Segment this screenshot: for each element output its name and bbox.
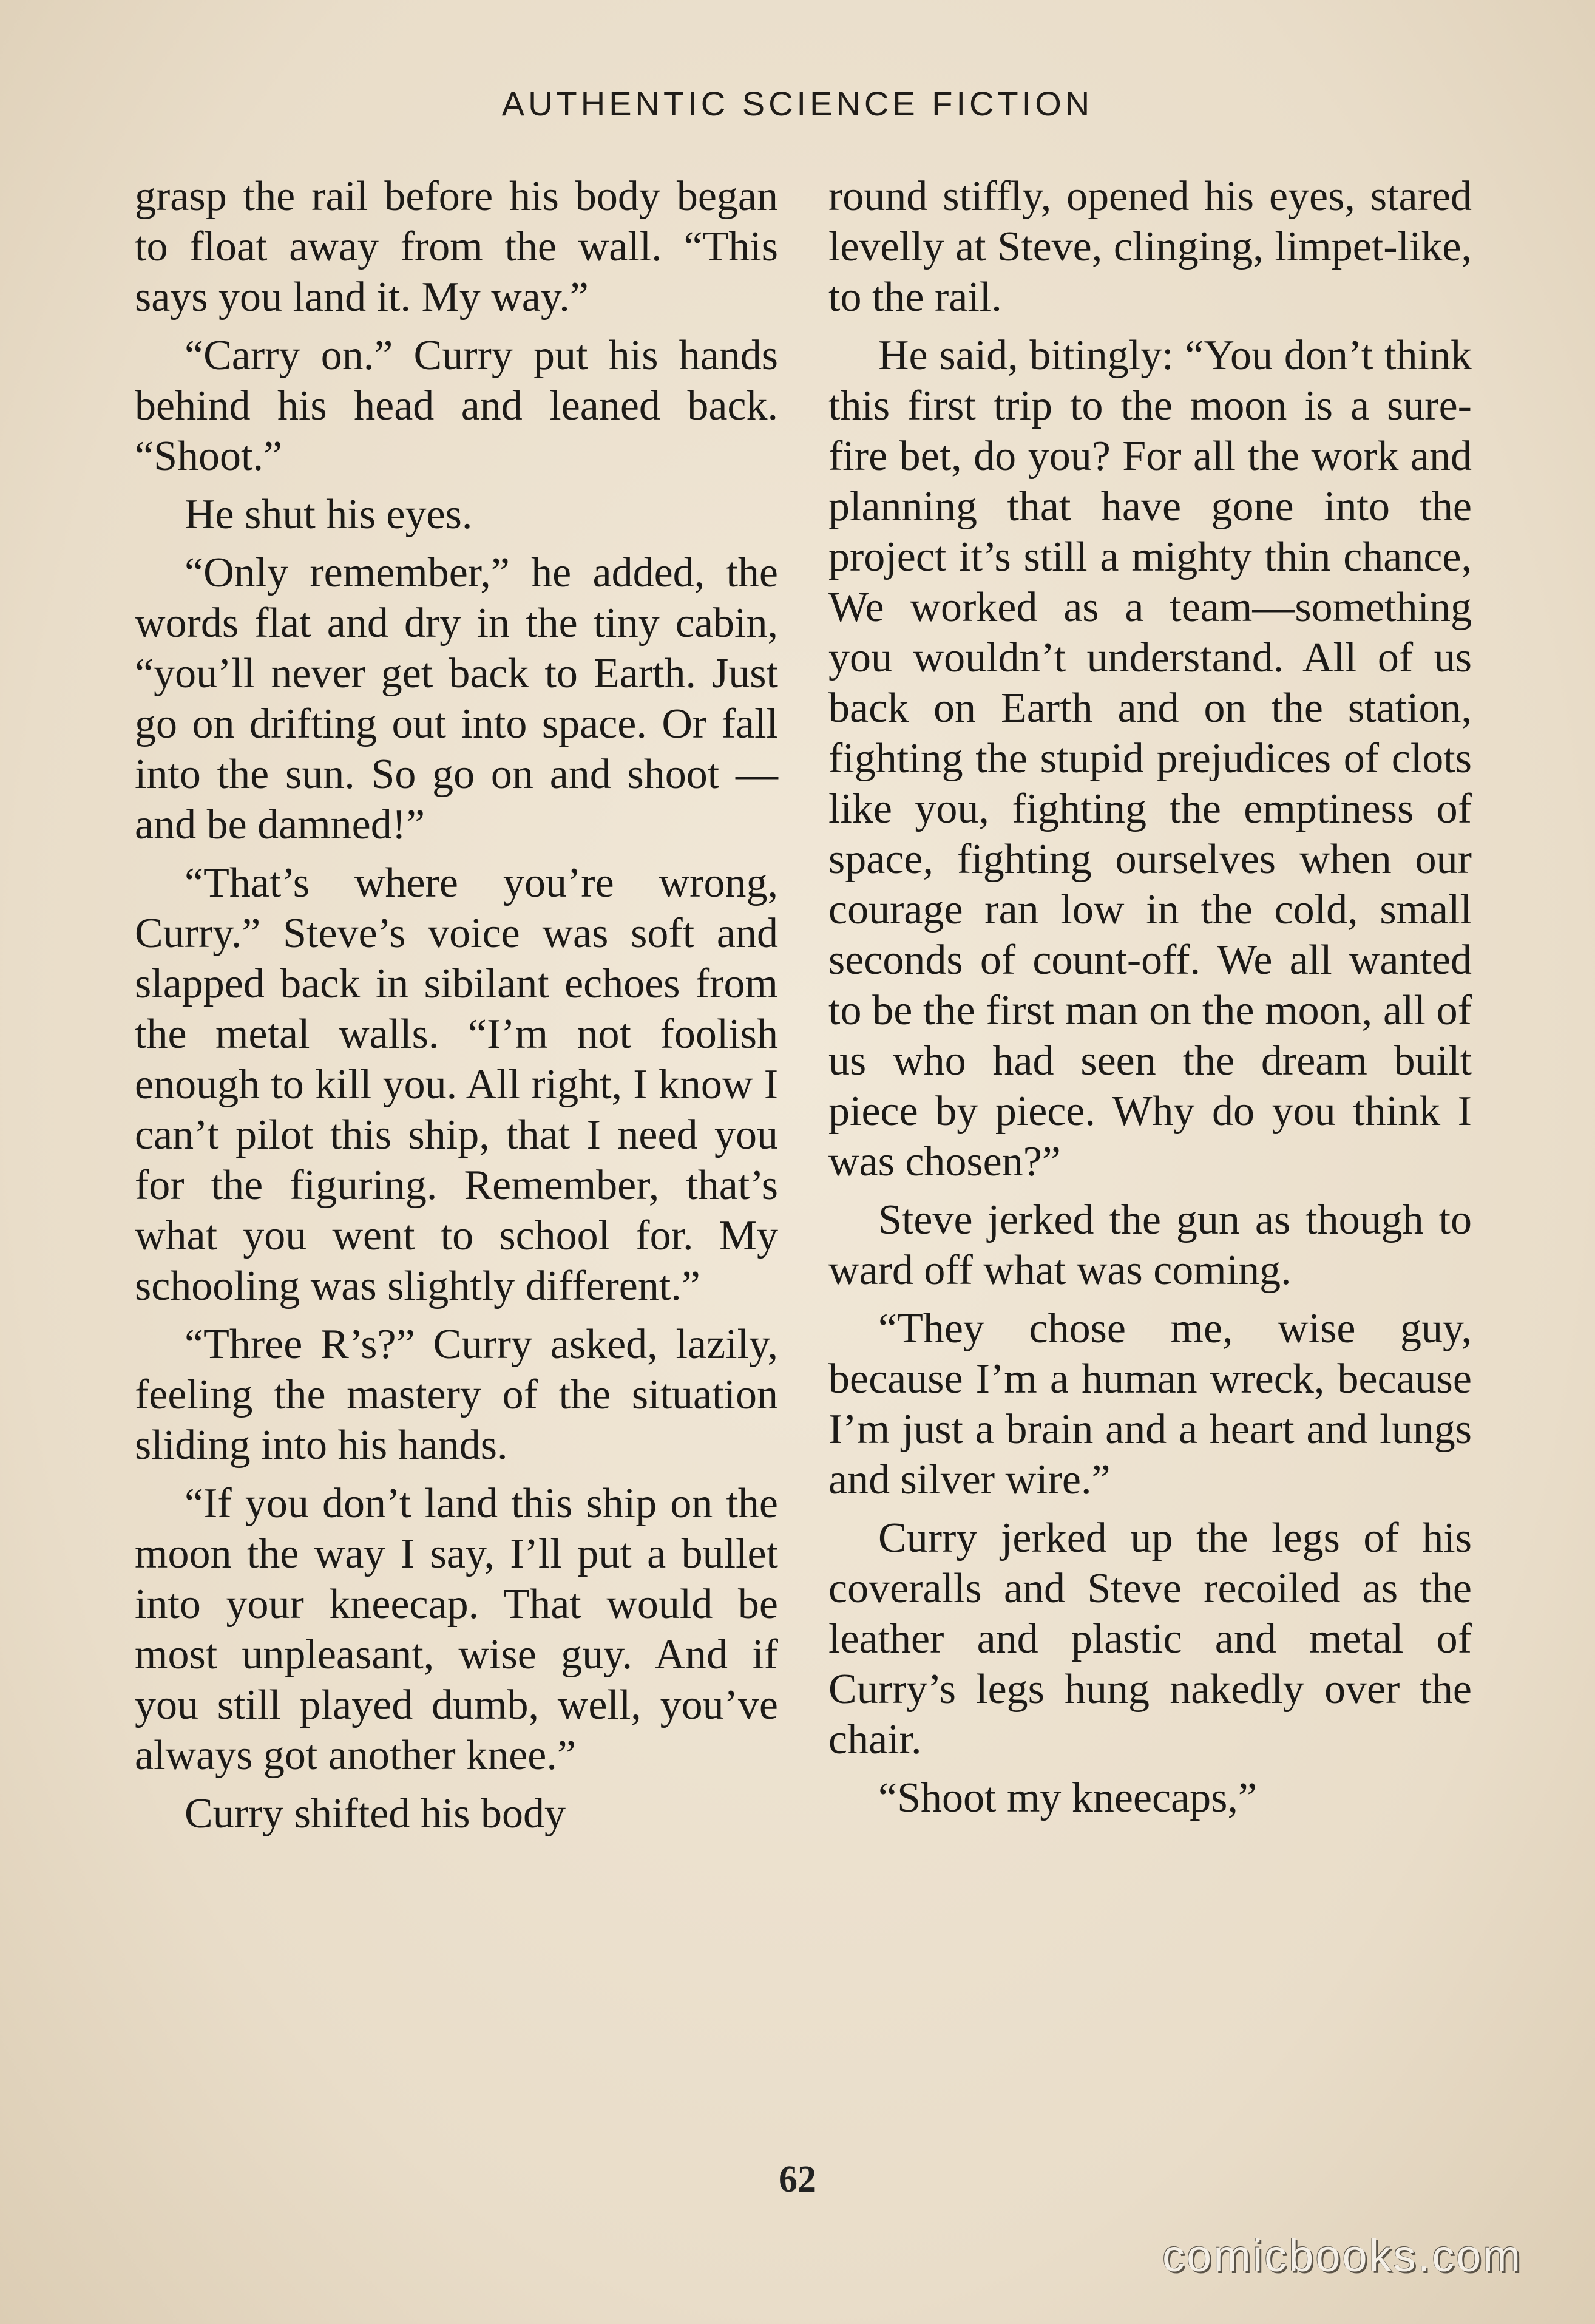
paragraph: Curry shifted his body <box>185 1790 566 1837</box>
paragraph: grasp the rail before his body began to float away from the wall. “This says you land it. My way.” <box>135 173 778 321</box>
running-head: AUTHENTIC SCIENCE FICTION <box>501 84 1094 123</box>
paragraph: “Shoot my kneecaps,” <box>878 1775 1257 1821</box>
paragraph: “Three R’s?” Curry asked, lazily, feeling the mastery of the situation sliding into his hands. <box>135 1321 778 1469</box>
paragraph: “That’s where you’re wrong, Curry.” Steve’s voice was soft and slapped back in sibilant echoes from the metal walls. “I’m not foolish enough to kill you. All right, I know I can’t pilot this ship, that I need you for the figuring. Remember, that’s what you went to school for. My schooling was slightly different.” <box>135 860 778 1310</box>
watermark: comicbooks.com <box>1162 2231 1522 2281</box>
paragraph: Steve jerked the gun as though to ward off what was coming. <box>828 1197 1472 1294</box>
right-column <box>828 171 1472 1831</box>
paragraph: “Only remember,” he added, the words flat and dry in the tiny cabin, “you’ll never get back to Earth. Just go on drifting out into space. Or fall into the sun. So go on and shoot — and be damned!” <box>135 549 778 848</box>
paragraph: He shut his eyes. <box>185 491 473 538</box>
paragraph: “They chose me, wise guy, because I’m a human wreck, because I’m just a brain and a heart and lungs and silver wire.” <box>828 1305 1472 1503</box>
paragraph: He said, bitingly: “You don’t think this first trip to the moon is a sure-fire bet, do you? For all the work and planning that have gone into the project it’s still a mighty thin chance, We worked as a team—something you wouldn’t understand. All of us back on Earth and on the station, fighting the stupid prejudices of clots like you, fighting the emptiness of space, fighting ourselves when our courage ran low in the cold, small seconds of count-off. We all wanted to be the first man on the moon, all of us who had seen the dream built piece by piece. Why do you think I was chosen?” <box>828 332 1472 1185</box>
paragraph: “If you don’t land this ship on the moon the way I say, I’ll put a bullet into your kneecap. That would be most unpleasant, wise guy. And if you still played dumb, well, you’ve always got another knee.” <box>135 1480 778 1779</box>
paragraph: Curry jerked up the legs of his coveralls and Steve recoiled as the leather and plastic and metal of Curry’s legs hung nakedly over the chair. <box>828 1515 1472 1763</box>
paragraph: round stiffly, opened his eyes, stared levelly at Steve, clinging, limpet-like, to the rail. <box>828 173 1472 321</box>
page-number: 62 <box>779 2159 816 2200</box>
paragraph: “Carry on.” Curry put his hands behind his head and leaned back. “Shoot.” <box>135 332 778 480</box>
left-column <box>135 171 778 1847</box>
